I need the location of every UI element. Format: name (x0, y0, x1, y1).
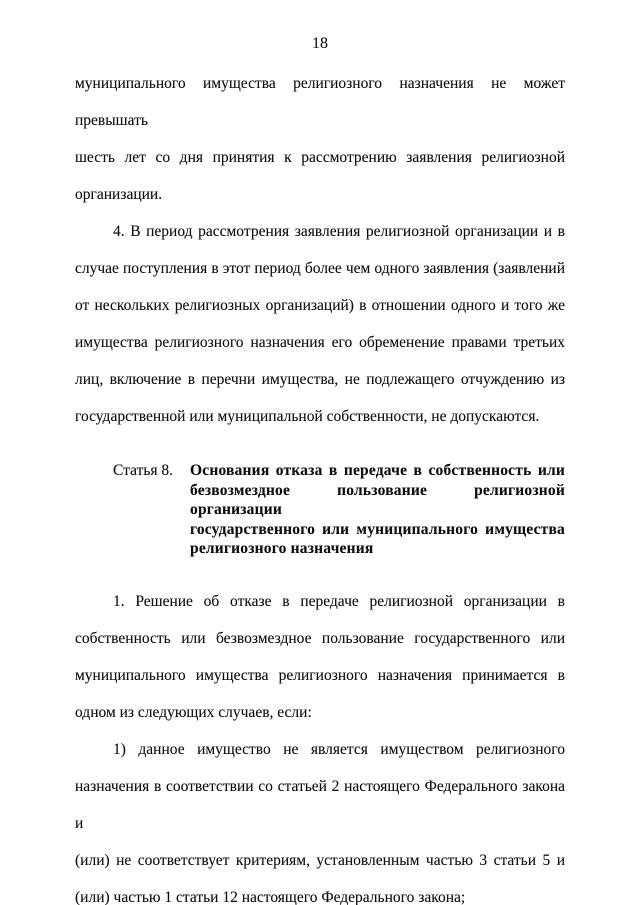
text-line: назначения в соответствии со статьей 2 настоящего Федерального закона и (75, 777, 565, 832)
text-line: 1. Решение об отказе в передаче религиозной организации в (113, 592, 565, 610)
text-line: 1) данное имущество не является имуществом религиозного (113, 740, 565, 758)
text-line: одном из следующих случаев, если: (75, 703, 312, 721)
text-line: случае поступления в этот период более чем одного заявления (заявлений (75, 260, 565, 277)
text-line: собственность или безвозмездное пользование государственного или (75, 629, 565, 647)
paragraph-4 (75, 213, 565, 435)
page-number: 18 (312, 35, 328, 52)
article-8-heading (75, 461, 565, 559)
text-line: государственной или муниципальной собственности, не допускаются. (75, 408, 540, 425)
article-title (190, 461, 565, 559)
text-line: шесть лет со дня принятия к рассмотрению заявления религиозной (75, 149, 565, 166)
page-content (75, 0, 565, 905)
paragraph-1 (75, 583, 565, 731)
text-line: (или) частью 1 статьи 12 настоящего Федерального закона; (75, 888, 466, 905)
article-label: Статья 8. (113, 462, 174, 479)
text-line: Основания отказа в передаче в собственность или (190, 462, 565, 479)
text-line: от нескольких религиозных организаций) в отношении одного и того же (75, 297, 565, 314)
text-line: организации. (75, 186, 163, 203)
text-line: имущества религиозного назначения его обременение правами третьих (75, 334, 565, 351)
text-line: 4. В период рассмотрения заявления религиозной организации и в (113, 223, 565, 240)
text-line: религиозного назначения (190, 540, 374, 557)
text-line: государственного или муниципального имущества (190, 520, 565, 538)
list-item-1 (75, 731, 565, 905)
paragraph-continuation (75, 65, 565, 213)
text-line: (или) не соответствует критериям, установленным частью 3 статьи 5 и (75, 851, 565, 869)
text-line: муниципального имущества религиозного назначения принимается в (75, 666, 565, 684)
text-line: безвозмездное пользование религиозной организации (190, 481, 565, 518)
text-line: муниципального имущества религиозного назначения не может превышать (75, 75, 565, 129)
text-line: лиц, включение в перечни имущества, не подлежащего отчуждению из (75, 371, 565, 388)
